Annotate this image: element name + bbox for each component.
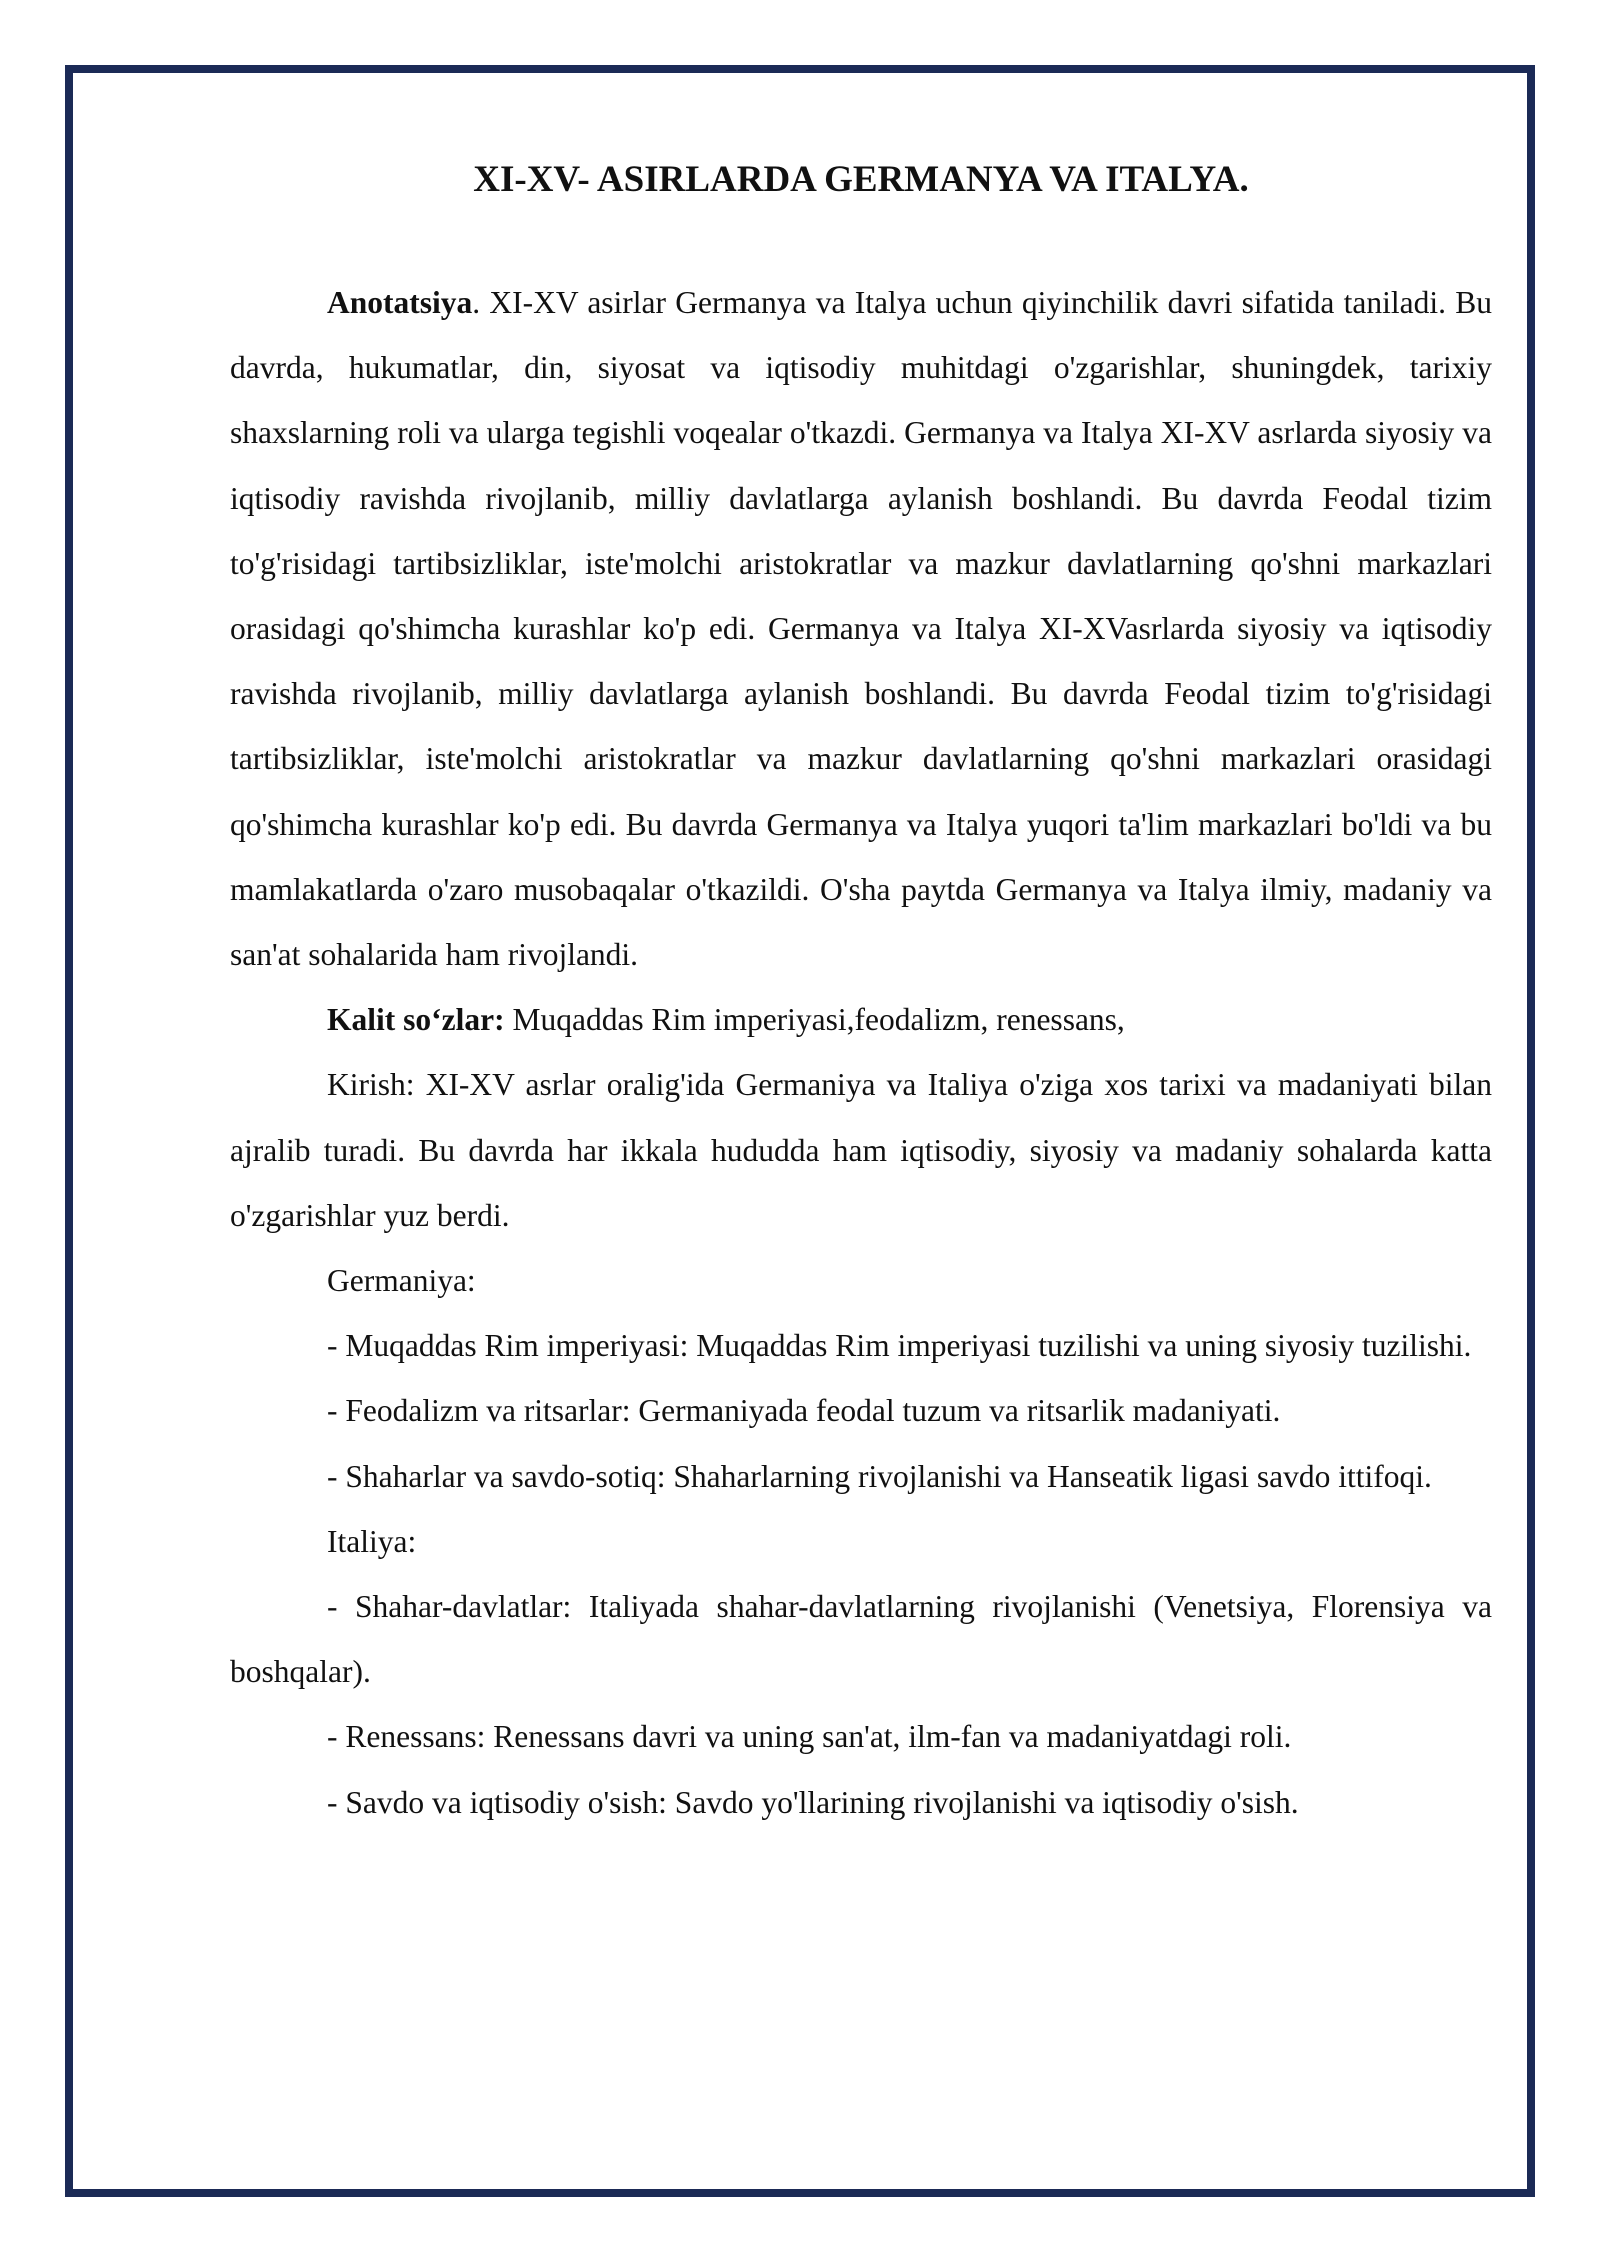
italy-heading: Italiya: — [327, 1523, 417, 1559]
list-item: - Shahar-davlatlar: Italiyada shahar-davlatlarning rivojlanishi (Venetsiya, Florensiya va boshqalar). — [230, 1589, 1492, 1690]
keywords-text: Muqaddas Rim imperiyasi,feodalizm, renessans, — [504, 1002, 1125, 1038]
document-title: XI-XV- ASIRLARDA GERMANYA VA ITALYA. — [473, 159, 1249, 200]
list-item: - Renessans: Renessans davri va uning san'at, ilm-fan va madaniyatdagi roli. — [327, 1719, 1292, 1755]
annotation-paragraph — [230, 270, 1492, 987]
list-item: - Feodalizm va ritsarlar: Germaniyada feodal tuzum va ritsarlik madaniyati. — [327, 1393, 1281, 1429]
germany-heading: Germaniya: — [327, 1263, 476, 1299]
list-item: - Muqaddas Rim imperiyasi: Muqaddas Rim imperiyasi tuzilishi va uning siyosiy tuzilishi. — [327, 1328, 1472, 1364]
list-item: - Savdo va iqtisodiy o'sish: Savdo yo'llarining rivojlanishi va iqtisodiy o'sish. — [327, 1784, 1299, 1820]
keywords-label: Kalit so‘zlar: — [327, 1002, 505, 1038]
document-body — [230, 150, 1492, 1835]
keywords-paragraph — [230, 987, 1492, 1052]
list-item: - Shaharlar va savdo-sotiq: Shaharlarning rivojlanishi va Hanseatik ligasi savdo ittifoqi. — [327, 1458, 1432, 1494]
intro-paragraph: Kirish: XI-XV asrlar oralig'ida Germaniya va Italiya o'ziga xos tarixi va madaniyati bilan ajralib turadi. Bu davrda har ikkala hududda ham iqtisodiy, siyosiy va madaniy sohalarda katta o'zgarishlar yuz berdi. — [230, 1067, 1492, 1233]
annotation-text: . XI-XV asirlar Germanya va Italya uchun qiyinchilik davri sifatida taniladi. Bu davrda, hukumatlar, din, siyosat va iqtisodiy muhitdagi o'zgarishlar, shuningdek, tarixiy shaxslarning roli va ularga tegishli voqealar o'tkazdi. Germanya va Italya XI-XV asrlarda siyosiy va iqtisodiy ravishda rivojlanib, milliy davlatlarga aylanish boshlandi. Bu davrda Feodal tizim to'g'risidagi tartibsizliklar, iste'molchi aristokratlar va mazkur davlatlarning qo'shni markazlari orasidagi qo'shimcha kurashlar ko'p edi. Germanya va Italya XI-XVasrlarda siyosiy va iqtisodiy ravishda rivojlanib, milliy davlatlarga aylanish boshlandi. Bu davrda Feodal tizim to'g'risidagi tartibsizliklar, iste'molchi aristokratlar va mazkur davlatlarning qo'shni markazlari orasidagi qo'shimcha kurashlar ko'p edi. Bu davrda Germanya va Italya yuqori ta'lim markazlari bo'ldi va bu mamlakatlarda o'zaro musobaqalar o'tkazildi. O'sha paytda Germanya va Italya ilmiy, madaniy va san'at sohalarida ham rivojlandi. — [230, 285, 1492, 973]
annotation-label: Anotatsiya — [327, 285, 473, 320]
